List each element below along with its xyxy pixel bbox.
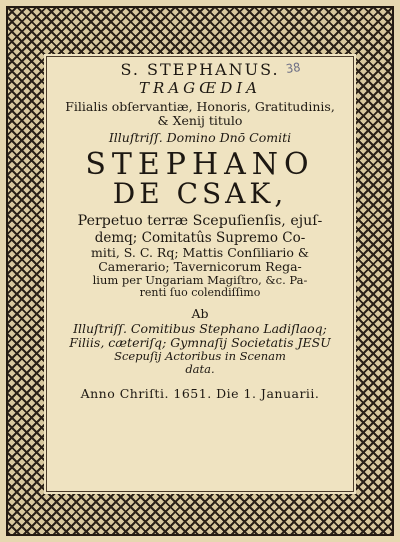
- titles-line-5: lium per Ungariam Magiſtro, &c. Pa-: [92, 273, 308, 288]
- titles-line-6: renti ſuo colendiſſimo: [139, 286, 261, 300]
- title-text-block: [54, 58, 346, 400]
- dedication-line-1: Filialis obſervantiæ, Honoris, Gratitudinis,: [65, 98, 335, 114]
- performers-line-2: Filiis, cæteriſq; Gymnaſij Societatis JESU: [69, 335, 331, 351]
- titles-line-3: miti, S. C. Rq; Mattis Conſiliario &: [90, 245, 310, 260]
- date-line: Anno Chriſti. 1651. Die 1. Januarii.: [80, 386, 320, 402]
- genre-title: TRAGŒDIA: [139, 78, 261, 97]
- saint-title: S. STEPHANUS.: [120, 60, 280, 79]
- performers-line-3: Scepuſij Actoribus in Scenam: [114, 349, 286, 364]
- titles-line-2: demq; Comitatûs Supremo Co-: [94, 229, 306, 246]
- handwritten-annotation: 38: [285, 60, 302, 76]
- titles-line-1: Perpetuo terræ Scepuſienſis, ejuſ-: [77, 212, 323, 229]
- performers-line-1: Illuſtriſſ. Comitibus Stephano Ladiſlaoq;: [73, 320, 327, 336]
- performers-line-4: data.: [185, 362, 215, 377]
- ab-line: Ab: [191, 305, 209, 321]
- dedicatee-name: STEPHANO: [85, 146, 315, 182]
- dedication-line-2: & Xenij titulo: [157, 112, 243, 128]
- titles-line-4: Camerario; Tavernicorum Rega-: [98, 259, 302, 275]
- dedicatee-family: DE CSAK,: [112, 176, 288, 210]
- dedication-line-3: Illuſtriſſ. Domino Dnō Comiti: [108, 129, 292, 145]
